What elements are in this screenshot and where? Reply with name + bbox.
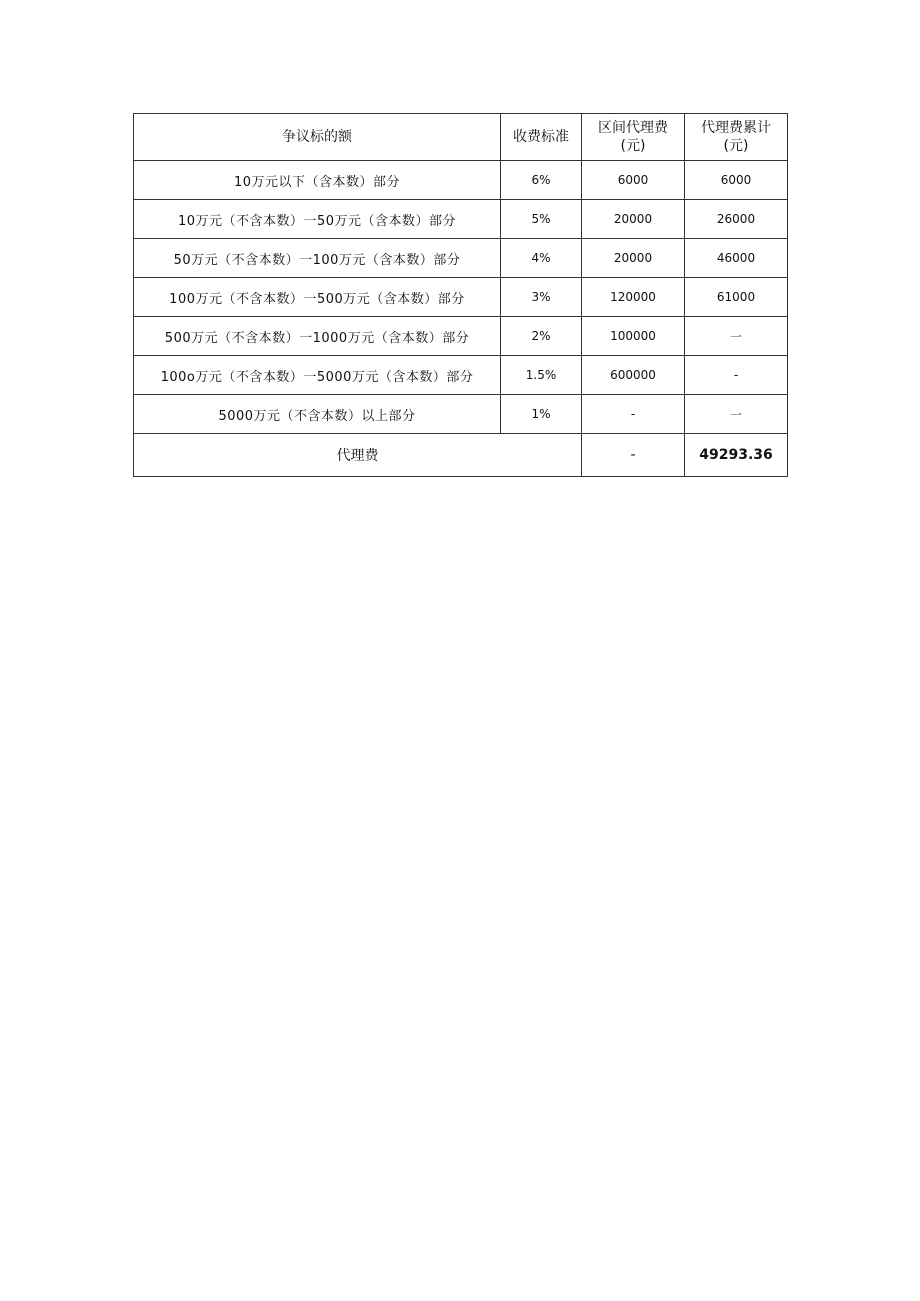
row-interval-fee: 120000 <box>582 278 685 317</box>
header-cumulative-fee: 代理费累计 (元) <box>685 114 788 161</box>
row-amount-range: 100o万元（不含本数）一5000万元（含本数）部分 <box>134 356 501 395</box>
row-amount-range: 500万元（不含本数）一1000万元（含本数）部分 <box>134 317 501 356</box>
row-amount-range: 5000万元（不含本数）以上部分 <box>134 395 501 434</box>
row-cumulative-fee: 6000 <box>685 161 788 200</box>
row-fee-rate: 4% <box>501 239 582 278</box>
row-fee-rate: 5% <box>501 200 582 239</box>
row-cumulative-fee: - <box>685 356 788 395</box>
row-amount-range: 10万元以下（含本数）部分 <box>134 161 501 200</box>
table-footer-row <box>134 434 788 477</box>
footer-agency-fee-label: 代理费 <box>134 434 582 477</box>
row-cumulative-fee: 26000 <box>685 200 788 239</box>
row-fee-rate: 1% <box>501 395 582 434</box>
table-row <box>134 317 788 356</box>
row-fee-rate: 2% <box>501 317 582 356</box>
table-row <box>134 356 788 395</box>
header-dispute-amount: 争议标的额 <box>134 114 501 161</box>
row-amount-range: 10万元（不含本数）一50万元（含本数）部分 <box>134 200 501 239</box>
row-interval-fee: 6000 <box>582 161 685 200</box>
table-row <box>134 395 788 434</box>
row-fee-rate: 1.5% <box>501 356 582 395</box>
row-interval-fee: 20000 <box>582 239 685 278</box>
row-cumulative-fee: 一 <box>685 395 788 434</box>
row-interval-fee: 20000 <box>582 200 685 239</box>
footer-total-fee: 49293.36 <box>685 434 788 477</box>
footer-interval-fee: - <box>582 434 685 477</box>
table-row <box>134 239 788 278</box>
row-amount-range: 50万元（不含本数）一100万元（含本数）部分 <box>134 239 501 278</box>
row-interval-fee: 600000 <box>582 356 685 395</box>
header-fee-rate: 收费标准 <box>501 114 582 161</box>
table-row <box>134 200 788 239</box>
row-cumulative-fee: 61000 <box>685 278 788 317</box>
row-fee-rate: 6% <box>501 161 582 200</box>
row-cumulative-fee: 一 <box>685 317 788 356</box>
row-interval-fee: - <box>582 395 685 434</box>
row-amount-range: 100万元（不含本数）一500万元（含本数）部分 <box>134 278 501 317</box>
agency-fee-table <box>133 113 788 477</box>
table-row <box>134 161 788 200</box>
row-cumulative-fee: 46000 <box>685 239 788 278</box>
row-fee-rate: 3% <box>501 278 582 317</box>
table-header-row <box>134 114 788 161</box>
header-interval-fee: 区间代理费 (元) <box>582 114 685 161</box>
row-interval-fee: 100000 <box>582 317 685 356</box>
table-row <box>134 278 788 317</box>
